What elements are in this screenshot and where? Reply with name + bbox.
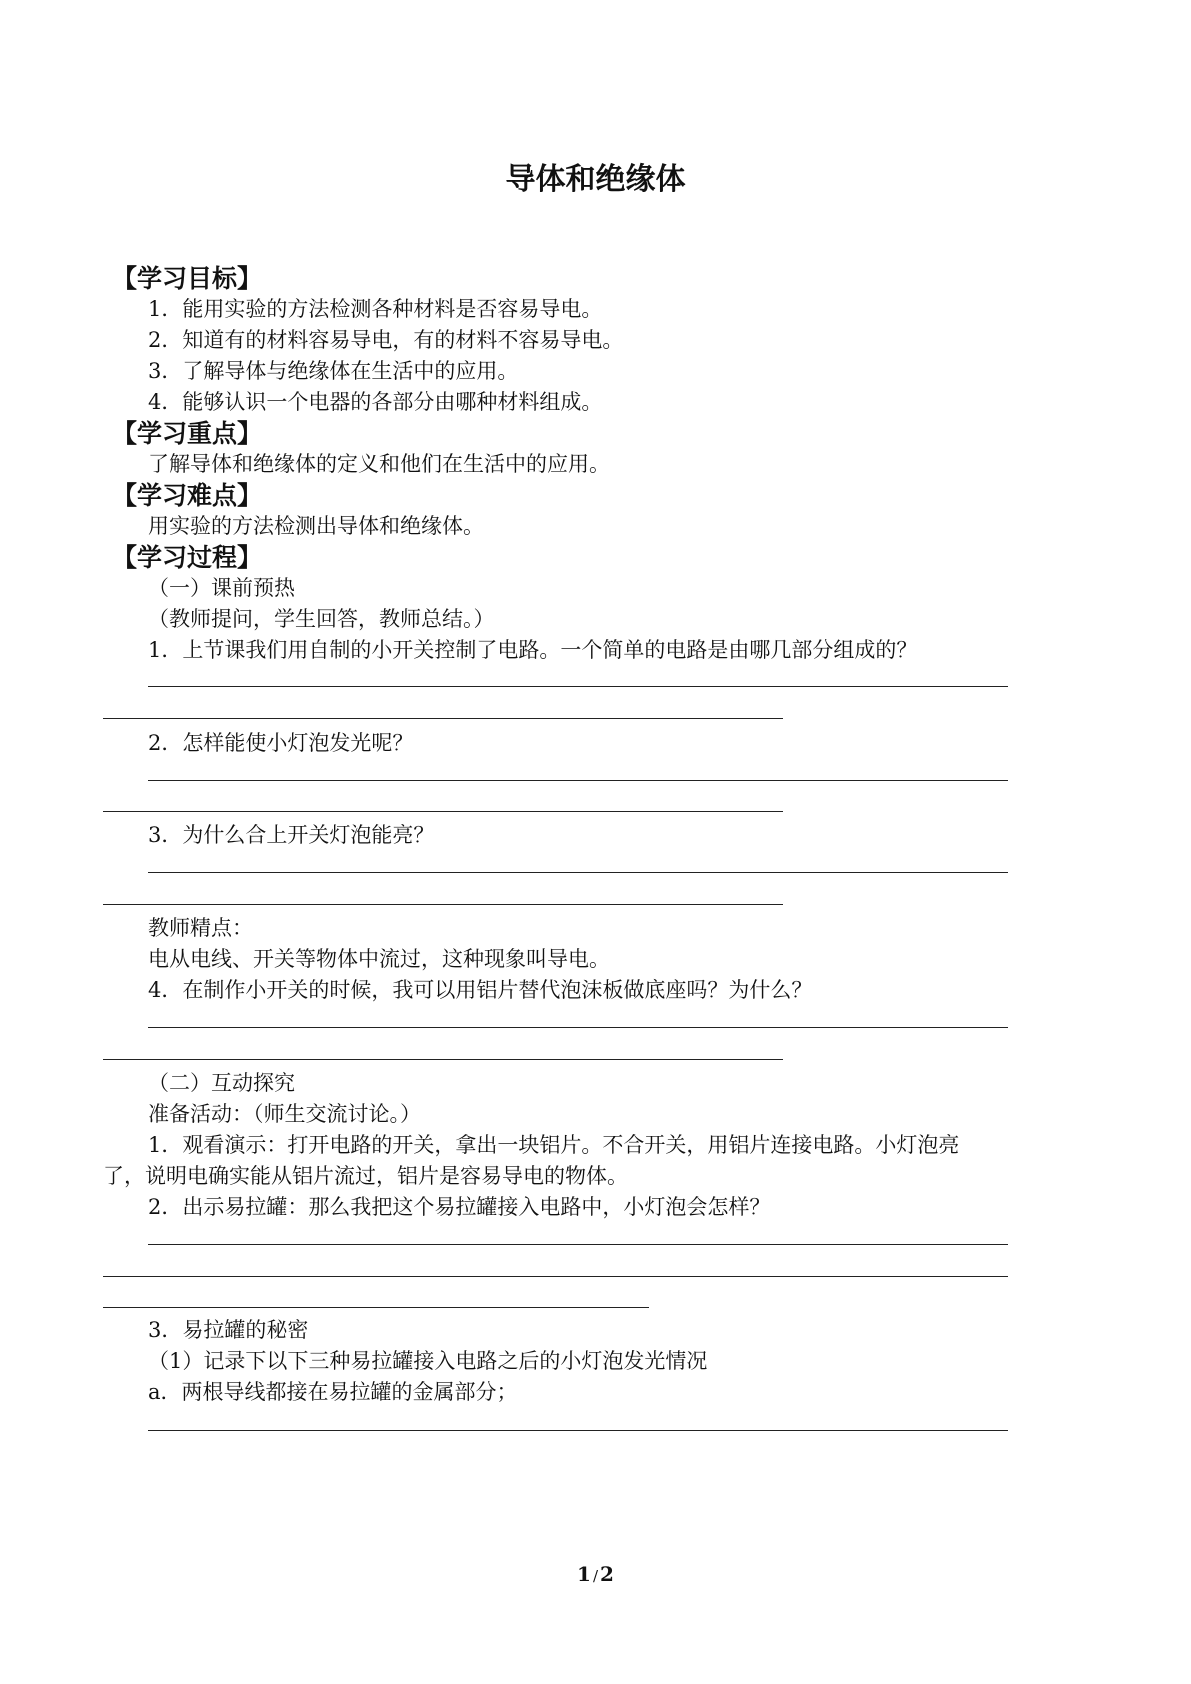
answer-line[interactable] <box>148 872 1008 873</box>
answer-line[interactable] <box>103 1276 1008 1277</box>
answer-line[interactable] <box>148 1430 1008 1431</box>
part2-title: （二）互动探究 <box>148 1071 295 1095</box>
objective-item-1: 1．能用实验的方法检测各种材料是否容易导电。 <box>148 297 603 321</box>
part1-note: （教师提问，学生回答，教师总结。） <box>148 607 495 631</box>
answer-line[interactable] <box>148 1027 1008 1028</box>
question-3: 3．为什么合上开关灯泡能亮？ <box>148 823 435 847</box>
current-page: 1 <box>577 1562 591 1586</box>
total-pages: 2 <box>600 1562 614 1586</box>
difficulties-heading: 【学习难点】 <box>112 481 263 510</box>
answer-line[interactable] <box>103 718 783 719</box>
objective-item-2: 2．知道有的材料容易导电，有的材料不容易导电。 <box>148 328 624 352</box>
page-separator: / <box>592 1567 599 1585</box>
teacher-text: 电从电线、开关等物体中流过，这种现象叫导电。 <box>148 947 610 971</box>
answer-line[interactable] <box>148 1244 1008 1245</box>
key-points-text: 了解导体和绝缘体的定义和他们在生活中的应用。 <box>148 452 610 476</box>
part2-item3-a: a．两根导线都接在易拉罐的金属部分； <box>148 1380 518 1404</box>
part2-item3-sub1: （1）记录下以下三种易拉罐接入电路之后的小灯泡发光情况 <box>148 1349 708 1373</box>
part2-item3: 3．易拉罐的秘密 <box>148 1318 309 1342</box>
answer-line[interactable] <box>103 811 783 812</box>
answer-line[interactable] <box>103 1307 649 1308</box>
question-4: 4．在制作小开关的时候，我可以用铝片替代泡沫板做底座吗？为什么？ <box>148 978 813 1002</box>
objective-item-3: 3．了解导体与绝缘体在生活中的应用。 <box>148 359 519 383</box>
part1-title: （一）课前预热 <box>148 576 295 600</box>
process-heading: 【学习过程】 <box>112 543 263 572</box>
key-points-heading: 【学习重点】 <box>112 419 263 448</box>
question-2: 2．怎样能使小灯泡发光呢？ <box>148 731 414 755</box>
difficulties-text: 用实验的方法检测出导体和绝缘体。 <box>148 514 484 538</box>
question-1: 1．上节课我们用自制的小开关控制了电路。一个简单的电路是由哪几部分组成的？ <box>148 638 918 662</box>
part2-item2: 2．出示易拉罐：那么我把这个易拉罐接入电路中，小灯泡会怎样？ <box>148 1195 771 1219</box>
objectives-heading: 【学习目标】 <box>112 264 263 293</box>
answer-line[interactable] <box>148 780 1008 781</box>
objective-item-4: 4．能够认识一个电器的各部分由哪种材料组成。 <box>148 390 603 414</box>
answer-line[interactable] <box>148 686 1008 687</box>
answer-line[interactable] <box>103 904 783 905</box>
part2-prep: 准备活动：（师生交流讨论。） <box>148 1102 421 1126</box>
part2-item1-line1: 1．观看演示：打开电路的开关，拿出一块铝片。不合开关，用铝片连接电路。小灯泡亮 <box>148 1133 960 1157</box>
page-number <box>0 1560 1191 1590</box>
answer-line[interactable] <box>103 1059 783 1060</box>
page-title: 导体和绝缘体 <box>505 162 686 197</box>
teacher-label: 教师精点： <box>148 916 253 940</box>
part2-item1-line2: 了，说明电确实能从铝片流过，铝片是容易导电的物体。 <box>103 1164 628 1188</box>
